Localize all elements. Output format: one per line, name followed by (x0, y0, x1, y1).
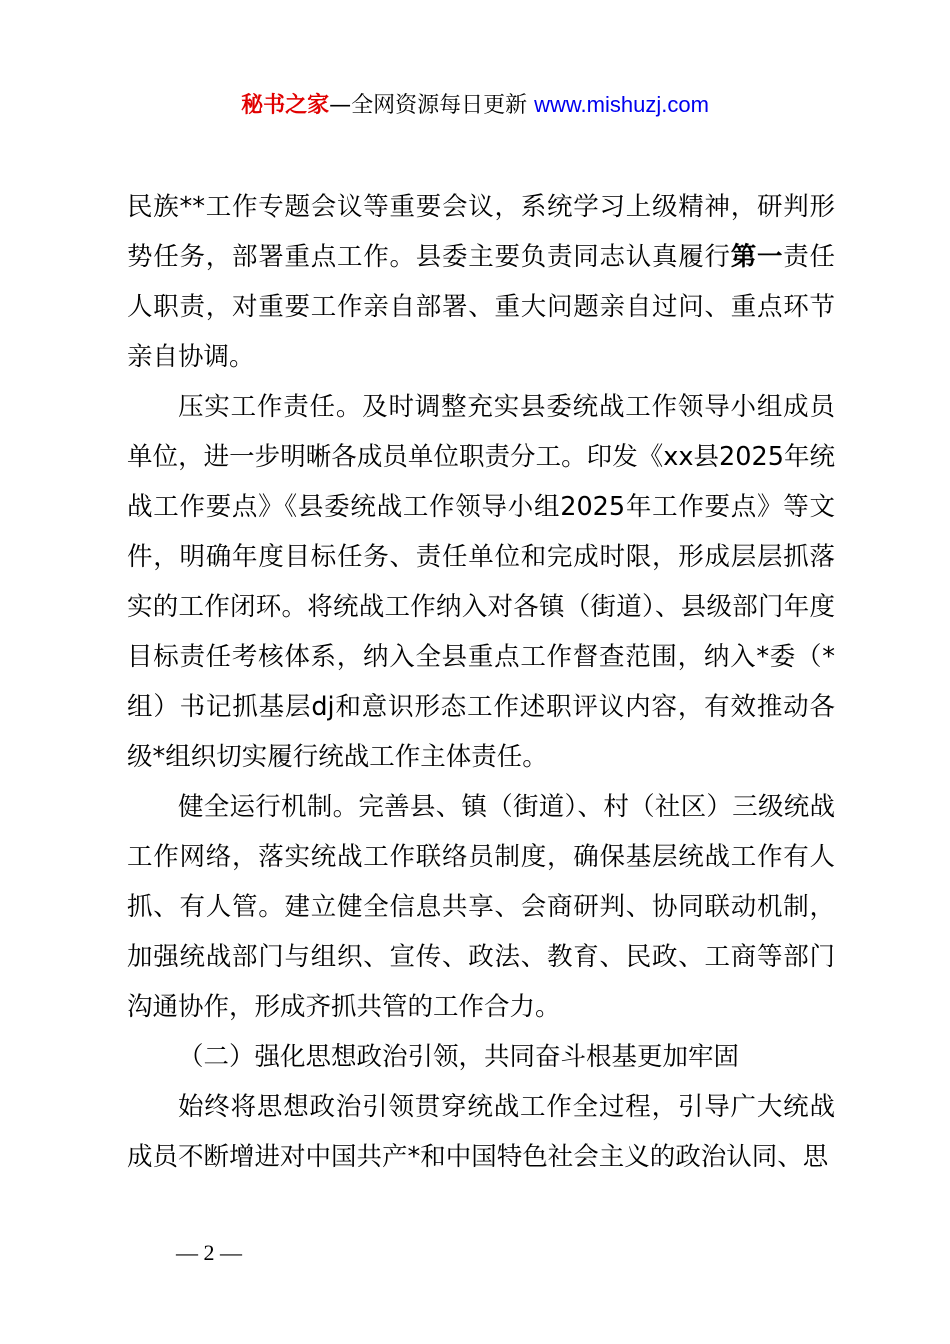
paragraph-guidance: 始终将思想政治引领贯穿统战工作全过程，引导广大统战成员不断增进对中国共产*和中国特色社会主义的政治认同、思 (127, 1092, 835, 1172)
brand-name: 秘书之家 (241, 93, 330, 118)
site-url-link[interactable]: www.mishuzj.com (534, 92, 709, 117)
paragraph-text: 民族**工作专题会议等重要会议，系统学习上级精神，研判形势任务，部署重点工作。县委主要负责同志认真履行 (127, 192, 835, 272)
bold-emphasis: 第一 (730, 242, 784, 272)
header-tagline: —全网资源每日更新 (329, 93, 535, 118)
paragraph-continued (127, 182, 835, 382)
site-header (0, 88, 950, 123)
paragraph-responsibility: 压实工作责任。及时调整充实县委统战工作领导小组成员单位，进一步明晰各成员单位职责分工。印发《xx县2025年统战工作要点》《县委统战工作领导小组2025年工作要点》等文件，明确年度目标任务、责任单位和完成时限，形成层层抓落实的工作闭环。将统战工作纳入对各镇（街道）、县级部门年度目标责任考核体系，纳入全县重点工作督查范围，纳入*委（*组）书记抓基层dj和意识形态工作述职评议内容，有效推动各级*组织切实履行统战工作主体责任。 (127, 392, 835, 772)
paragraph-text-end: 责任人职责，对重要工作亲自部署、重大问题亲自过问、重点环节亲自协调。 (127, 242, 835, 372)
paragraph-mechanism: 健全运行机制。完善县、镇（街道）、村（社区）三级统战工作网络，落实统战工作联络员制度，确保基层统战工作有人抓、有人管。建立健全信息共享、会商研判、协同联动机制，加强统战部门与组织、宣传、政法、教育、民政、工商等部门沟通协作，形成齐抓共管的工作合力。 (127, 792, 835, 1022)
page-number: — 2 — (176, 1240, 242, 1265)
document-body (127, 182, 835, 1182)
section-heading: （二）强化思想政治引领，共同奋斗根基更加牢固 (178, 1042, 740, 1072)
